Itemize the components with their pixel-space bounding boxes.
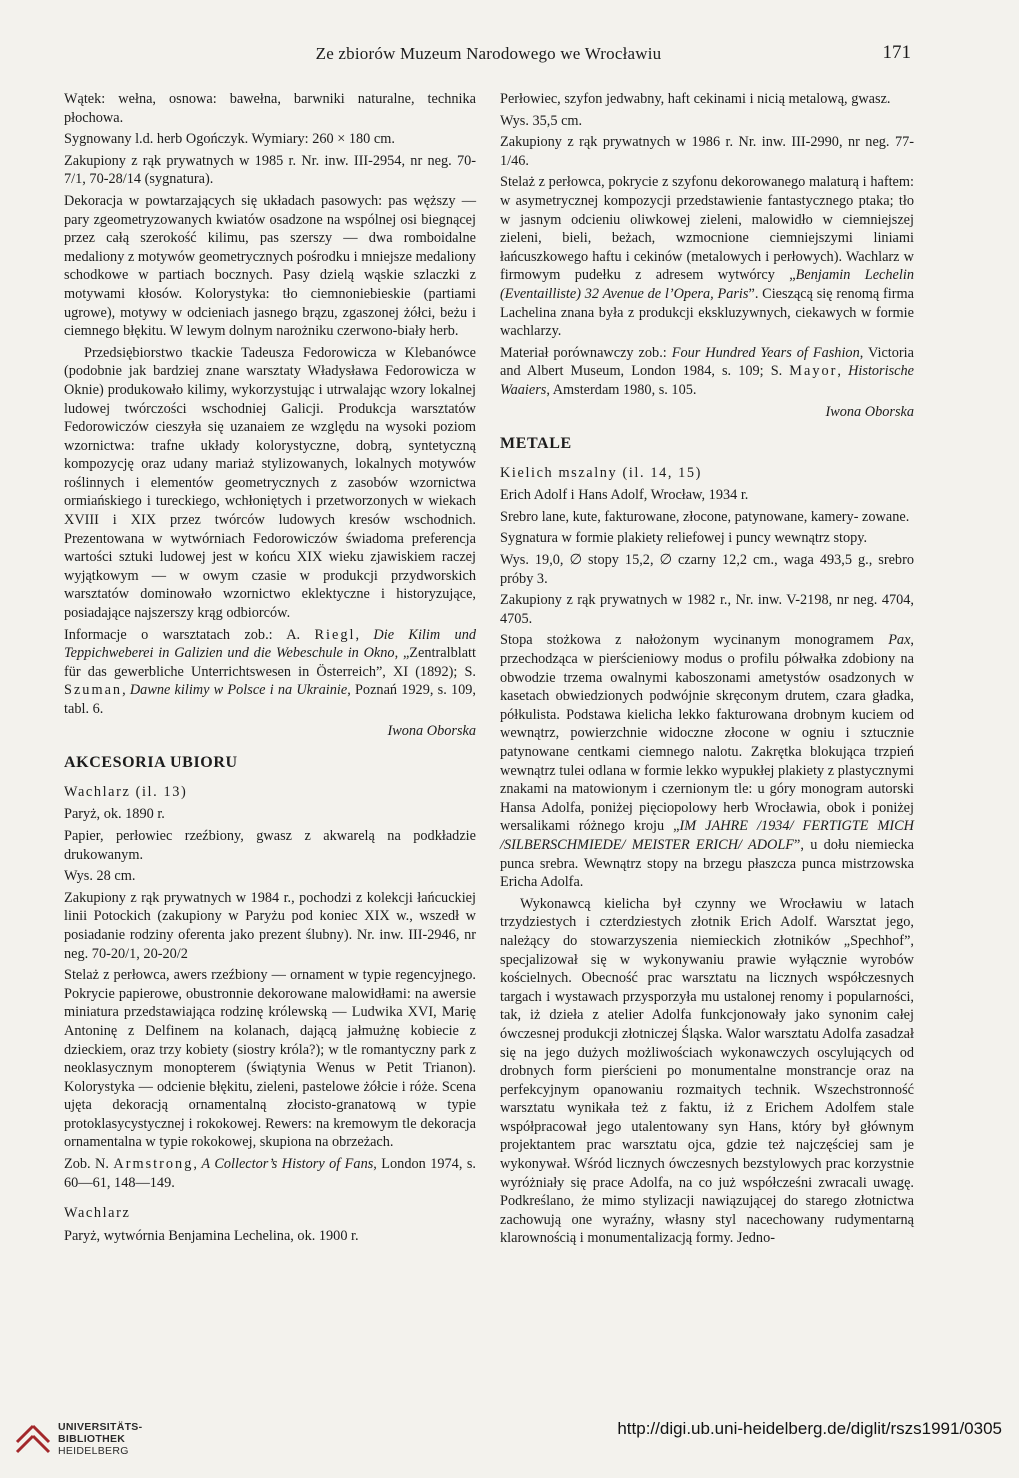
paragraph: Sygnowany l.d. herb Ogończyk. Wymiary: 260 × 180 cm. bbox=[64, 131, 395, 148]
book-title: Die Kilim und Teppichweberei in Galizien und die Webeschule in Okno bbox=[64, 626, 477, 662]
paragraph: Srebro lane, kute, fakturowane, złocone, patynowane, kamery- zowane. bbox=[500, 508, 910, 525]
paragraph: Paryż, wytwórnia Benjamina Lechelina, ok. 1900 r. bbox=[64, 1227, 359, 1244]
text: , bbox=[122, 682, 130, 699]
paragraph: Zakupiony z rąk prywatnych w 1984 r., pochodzi z kolekcji łańcuckiej linii Potockich (zakupiony w Paryżu pod koniec XIX w., wszedł w posiadanie rodziny oferenta jako prezent ślubny). Nr. inw. III-2946, nr neg. 70-20/1, 20-20/2 bbox=[64, 889, 476, 962]
paragraph: Perłowiec, szyfon jedwabny, haft cekinami i nicią metalową, gwasz. bbox=[500, 91, 891, 107]
text: Stopa stożkowa z nałożonym wycinanym monogramem bbox=[500, 632, 889, 649]
logo-line: BIBLIOTHEK bbox=[58, 1433, 126, 1445]
text: , bbox=[355, 626, 374, 643]
maker-address: Benjamin Lechelin (Eventailliste) 32 Avenue de l’Opera, Paris bbox=[500, 267, 914, 302]
text: , przechodząca w pierścieniowy modus o profilu półwałka zdobiony na obwodzie trzema owalnymi kaboszonami ametystów osadzonych w kasetach obwiedzionych podwójnie skręconym drutem, czara gładka, półkulista. Podstawa kielicha lekko fakturowana drobnym kuciem od wewnątrz, powierzchnie widoczne złocone w ogniu i sztucznie patynowane centkami ciemnego nalotu. Zakrętka blokująca trzpień wewnątrz tulei odlana w formie lekko wypukłej plakiety z plastycznymi znakami na matowionym i czernionym tle: u góry monogram autorski Hansa Adolfa, poniżej pięciopolowy herb Wrocławia, obok i poniżej wersalikami różnego kroju „ bbox=[500, 632, 914, 835]
author-signature: Iwona Oborska bbox=[825, 403, 914, 420]
paragraph: Zakupiony z rąk prywatnych w 1982 r., Nr. inw. V-2198, nr neg. 4704, 4705. bbox=[500, 592, 914, 627]
author-signature: Iwona Oborska bbox=[387, 722, 476, 739]
paragraph: Zakupiony z rąk prywatnych w 1985 r. Nr. inw. III-2954, nr neg. 70-7/1, 70-28/14 (sygnatura). bbox=[64, 152, 476, 188]
text: Zob. N. bbox=[64, 1156, 114, 1173]
paragraph: Wys. 28 cm. bbox=[64, 868, 136, 885]
text: ”. Cieszącą się renomą firma Lachelina znana była z produkcji ekskluzywnych, ciekawych w formie wachlarzy. bbox=[500, 285, 914, 340]
paragraph: Wykonawcą kielicha był czynny we Wrocławiu w latach trzydziestych i czterdziestych złotnik Erich Adolf. Warsztat jego, należący do stowarzyszenia niemieckich złotników „Spechhof”, specjalizował się w wykonywaniu prawie wyłącznie wyrobów kościelnych. Obecność prac warsztatu na licznych współczesnych targach i wystawach przysporzyła mu ustalonej renomy i popularności, tak, iż dzieła z atelier Adolfa funkcjonowały jako synonim całej ówczesnej produkcji złotniczej Śląska. Walor warsztatu Adolfa zasadzał się na jego dużych możliwościach wykonawczych oscylujących od drobnych form pierścieni po monumentalne monstrancje oraz na perfekcyjnym opanowaniu rozmaitych technik. Wszechstronność warsztatu wynikała też z faktu, iż z Erichem Adolfem stale współpracował jego utalentowany syn Hans, który był głównym projektantem prac warsztatu ojca, gdzie też najczęściej sam je wykonywał. Wśród licznych ówczesnych bezstylowych prac korzystnie wyróżniały się prace Adolfa, na co już współcześni zwracali uwagę. Podkreślano, że mimo stylizacji nawiązującej do starego złotnictwa zachowują one wyraźny, własny styl nacechowany rudymentarną klarownością i monumentalizacją formy. Jedno- bbox=[500, 895, 914, 1247]
text: , bbox=[837, 363, 849, 380]
text: , Victoria and Albert Museum, London 1984, s. 109; S. bbox=[500, 344, 915, 380]
author: Szuman bbox=[64, 682, 123, 699]
author: Riegl bbox=[314, 626, 356, 643]
paragraph bbox=[500, 631, 914, 891]
paragraph: Erich Adolf i Hans Adolf, Wrocław, 1934 r. bbox=[500, 487, 749, 504]
paragraph: Przedsiębiorstwo tkackie Tadeusza Fedorowicza w Klebanówce (podobnie jak bardziej znane warsztaty Władysława Fedorowicza w Oknie) produkowało kilimy, wykorzystując i utrwalając wzory lokalnej ludowej twórczości wschodniej Galicji. Produkcja warsztatów Fedorowiczów cieszyła się uzanaiem ze względu na wysoki poziom wzornictwa: trafne układy kolorystyczne, dobrą, syntetyczną kompozycję oraz udany mariaż stylizowanych, lokalnych motywów roślinnych i elementów geometrycznych z zasobów wzornictwa ormiańskiego i tureckiego, wchłoniętych i przetworzonych w wiekach XVIII i XIX przez twórców ludowych kresów wschodnich. Prezentowana w wytwórniach Fedorowiczów świadoma preferencja wartości sztuki ludowej jest w końcu XIX wieku zjawiskiem raczej wyjątkowym — w owym czasie w produkcji przydworskich warsztatów dominowało wzornictwo eklektyczne i historyzujące, posiadające najszerszy krąg odbiorców. bbox=[64, 344, 476, 622]
book-title: Dawne kilimy w Polsce i na Ukrainie bbox=[129, 682, 348, 699]
footer bbox=[0, 1406, 1019, 1478]
item-title: Wachlarz (il. 13) bbox=[64, 783, 188, 800]
paragraph: Zakupiony z rąk prywatnych w 1986 r. Nr. inw. III-2990, nr neg. 77-1/46. bbox=[500, 134, 914, 169]
inscription: IM JAHRE /1934/ FERTIGTE MICH /SILBERSCHMIEDE/ MEISTER ERICH/ ADOLF bbox=[500, 818, 914, 853]
source-url-link[interactable]: http://digi.ub.uni-heidelberg.de/diglit/rszs1991/0305 bbox=[617, 1419, 1002, 1438]
left-column bbox=[64, 90, 476, 1248]
author: Armstrong bbox=[113, 1156, 194, 1173]
bibliography-paragraph bbox=[64, 626, 476, 719]
running-title: Ze zbiorów Muzeum Narodowego we Wrocławiu bbox=[315, 44, 662, 63]
text: Stelaż z perłowca, pokrycie z szyfonu dekorowanego malaturą i haftem: w asymetrycznej kompozycji przedstawienie fantastycznego ptaka; tło w jasnym odcieniu oliwkowej zieleni, malowidło w ciemniejszej zieleni, bieli, beżach, wzmocnione ciemniejszymi liniami łańcuszkowego haftu i cekinów (metalowych i perłowych). Wachlarz w firmowym pudełku z adresem wytwórcy „ bbox=[500, 174, 914, 284]
paragraph: Wys. 19,0, ∅ stopy 15,2, ∅ czarny 12,2 cm., waga 493,5 g., srebro próby 3. bbox=[500, 552, 914, 587]
item-title: Kielich mszalny (il. 14, 15) bbox=[500, 464, 703, 481]
section-heading: METALE bbox=[500, 435, 572, 453]
logo-line: UNIVERSITÄTS- bbox=[58, 1421, 143, 1433]
paragraph: Paryż, ok. 1890 r. bbox=[64, 806, 165, 823]
page-number: 171 bbox=[882, 42, 911, 63]
text: , London 1974, s. 60—61, 148—149. bbox=[64, 1156, 476, 1191]
monogram: Pax bbox=[888, 632, 911, 649]
book-title: Four Hundred Years of Fashion bbox=[671, 344, 860, 361]
item-title: Wachlarz bbox=[64, 1205, 131, 1222]
author: Mayor bbox=[789, 363, 838, 380]
text: Informacje o warsztatach zob.: A. bbox=[64, 626, 315, 643]
bibliography-paragraph bbox=[64, 1155, 476, 1192]
paragraph: Stelaż z perłowca, awers rzeźbiony — ornament w typie regencyjnego. Pokrycie papierowe, obustronnie dekorowane malowidłami: na awersie miniatura przedstawiająca rodzinę królewską — Ludwika XVI, Marię Antoninę z Delfinem na kolanach, dającą jałmużnę kobiecie z dzieckiem, oraz trzy kobiety (siostry króla?); w tle romantyczny park z neoklasycznym monopterem (świątynia Wenus w Petit Trianon). Kolorystyka — odcienie błękitu, zieleni, pastelowe żółcie i róże. Scena ujęta dekoracją ornamentalną złocisto-granatową w typie protoklasycystycznej i rokokowej. Rewers: na kremowym tle dekoracja ornamentalna w typie rokokowej, skupiona na obrzeżach. bbox=[64, 967, 476, 1151]
text: Materiał porównawczy zob.: bbox=[500, 344, 672, 361]
paragraph: Sygnatura w formie plakiety reliefowej i puncy wewnątrz stopy. bbox=[500, 530, 868, 547]
paragraph: Dekoracja w powtarzających się układach pasowych: pas węższy — pary zgeometryzowanych kwiatów osadzone na wspólnej osi biegnącej przez całą szerokość kilimu, pas szerszy — dwa romboidalne medaliony z motywów geometrycznych pośrodku i mniejsze medaliony schodkowe w partiach bocznych. Pasy dzielą wąskie szlaczki z motywami kłosów. Kolorystyka: tło ciemnoniebieskie (partiami ugrowe), motywy w odcieniach jasnego brązu, zgaszonej żółci, beżu i ciemnego błękitu. W lewym dolnym narożniku czerwono-biały herb. bbox=[64, 192, 476, 340]
text: , Poznań 1929, s. 109, tabl. 6. bbox=[64, 682, 476, 717]
book-title: Historische Waaiers bbox=[500, 363, 914, 398]
page-header bbox=[64, 44, 913, 68]
bibliography-paragraph bbox=[500, 344, 914, 400]
book-title: A Collector’s History of Fans bbox=[201, 1156, 374, 1173]
logo-line: HEIDELBERG bbox=[58, 1445, 129, 1457]
text: , „Zentralblatt für das gewerbliche Unterrichtswesen in Österreich”, XI (1892); S. bbox=[64, 645, 476, 680]
library-logo-icon bbox=[14, 1420, 52, 1458]
paragraph: Wys. 35,5 cm. bbox=[500, 112, 583, 129]
right-column bbox=[500, 90, 914, 1251]
paragraph bbox=[500, 173, 914, 340]
text: , bbox=[193, 1156, 202, 1173]
paragraph: Papier, perłowiec rzeźbiony, gwasz z akwarelą na podkładzie drukowanym. bbox=[64, 827, 476, 863]
section-heading: AKCESORIA UBIORU bbox=[64, 754, 238, 772]
text: , Amsterdam 1980, s. 105. bbox=[546, 381, 697, 398]
text: ”, u dołu niemiecka punca srebra. Wewnątrz stopy na brzegu płaszcza punca mistrzowska Ericha Adolfa. bbox=[500, 836, 914, 891]
paragraph: Wątek: wełna, osnowa: bawełna, barwniki naturalne, technika płochowa. bbox=[64, 91, 476, 126]
library-name bbox=[58, 1421, 142, 1457]
